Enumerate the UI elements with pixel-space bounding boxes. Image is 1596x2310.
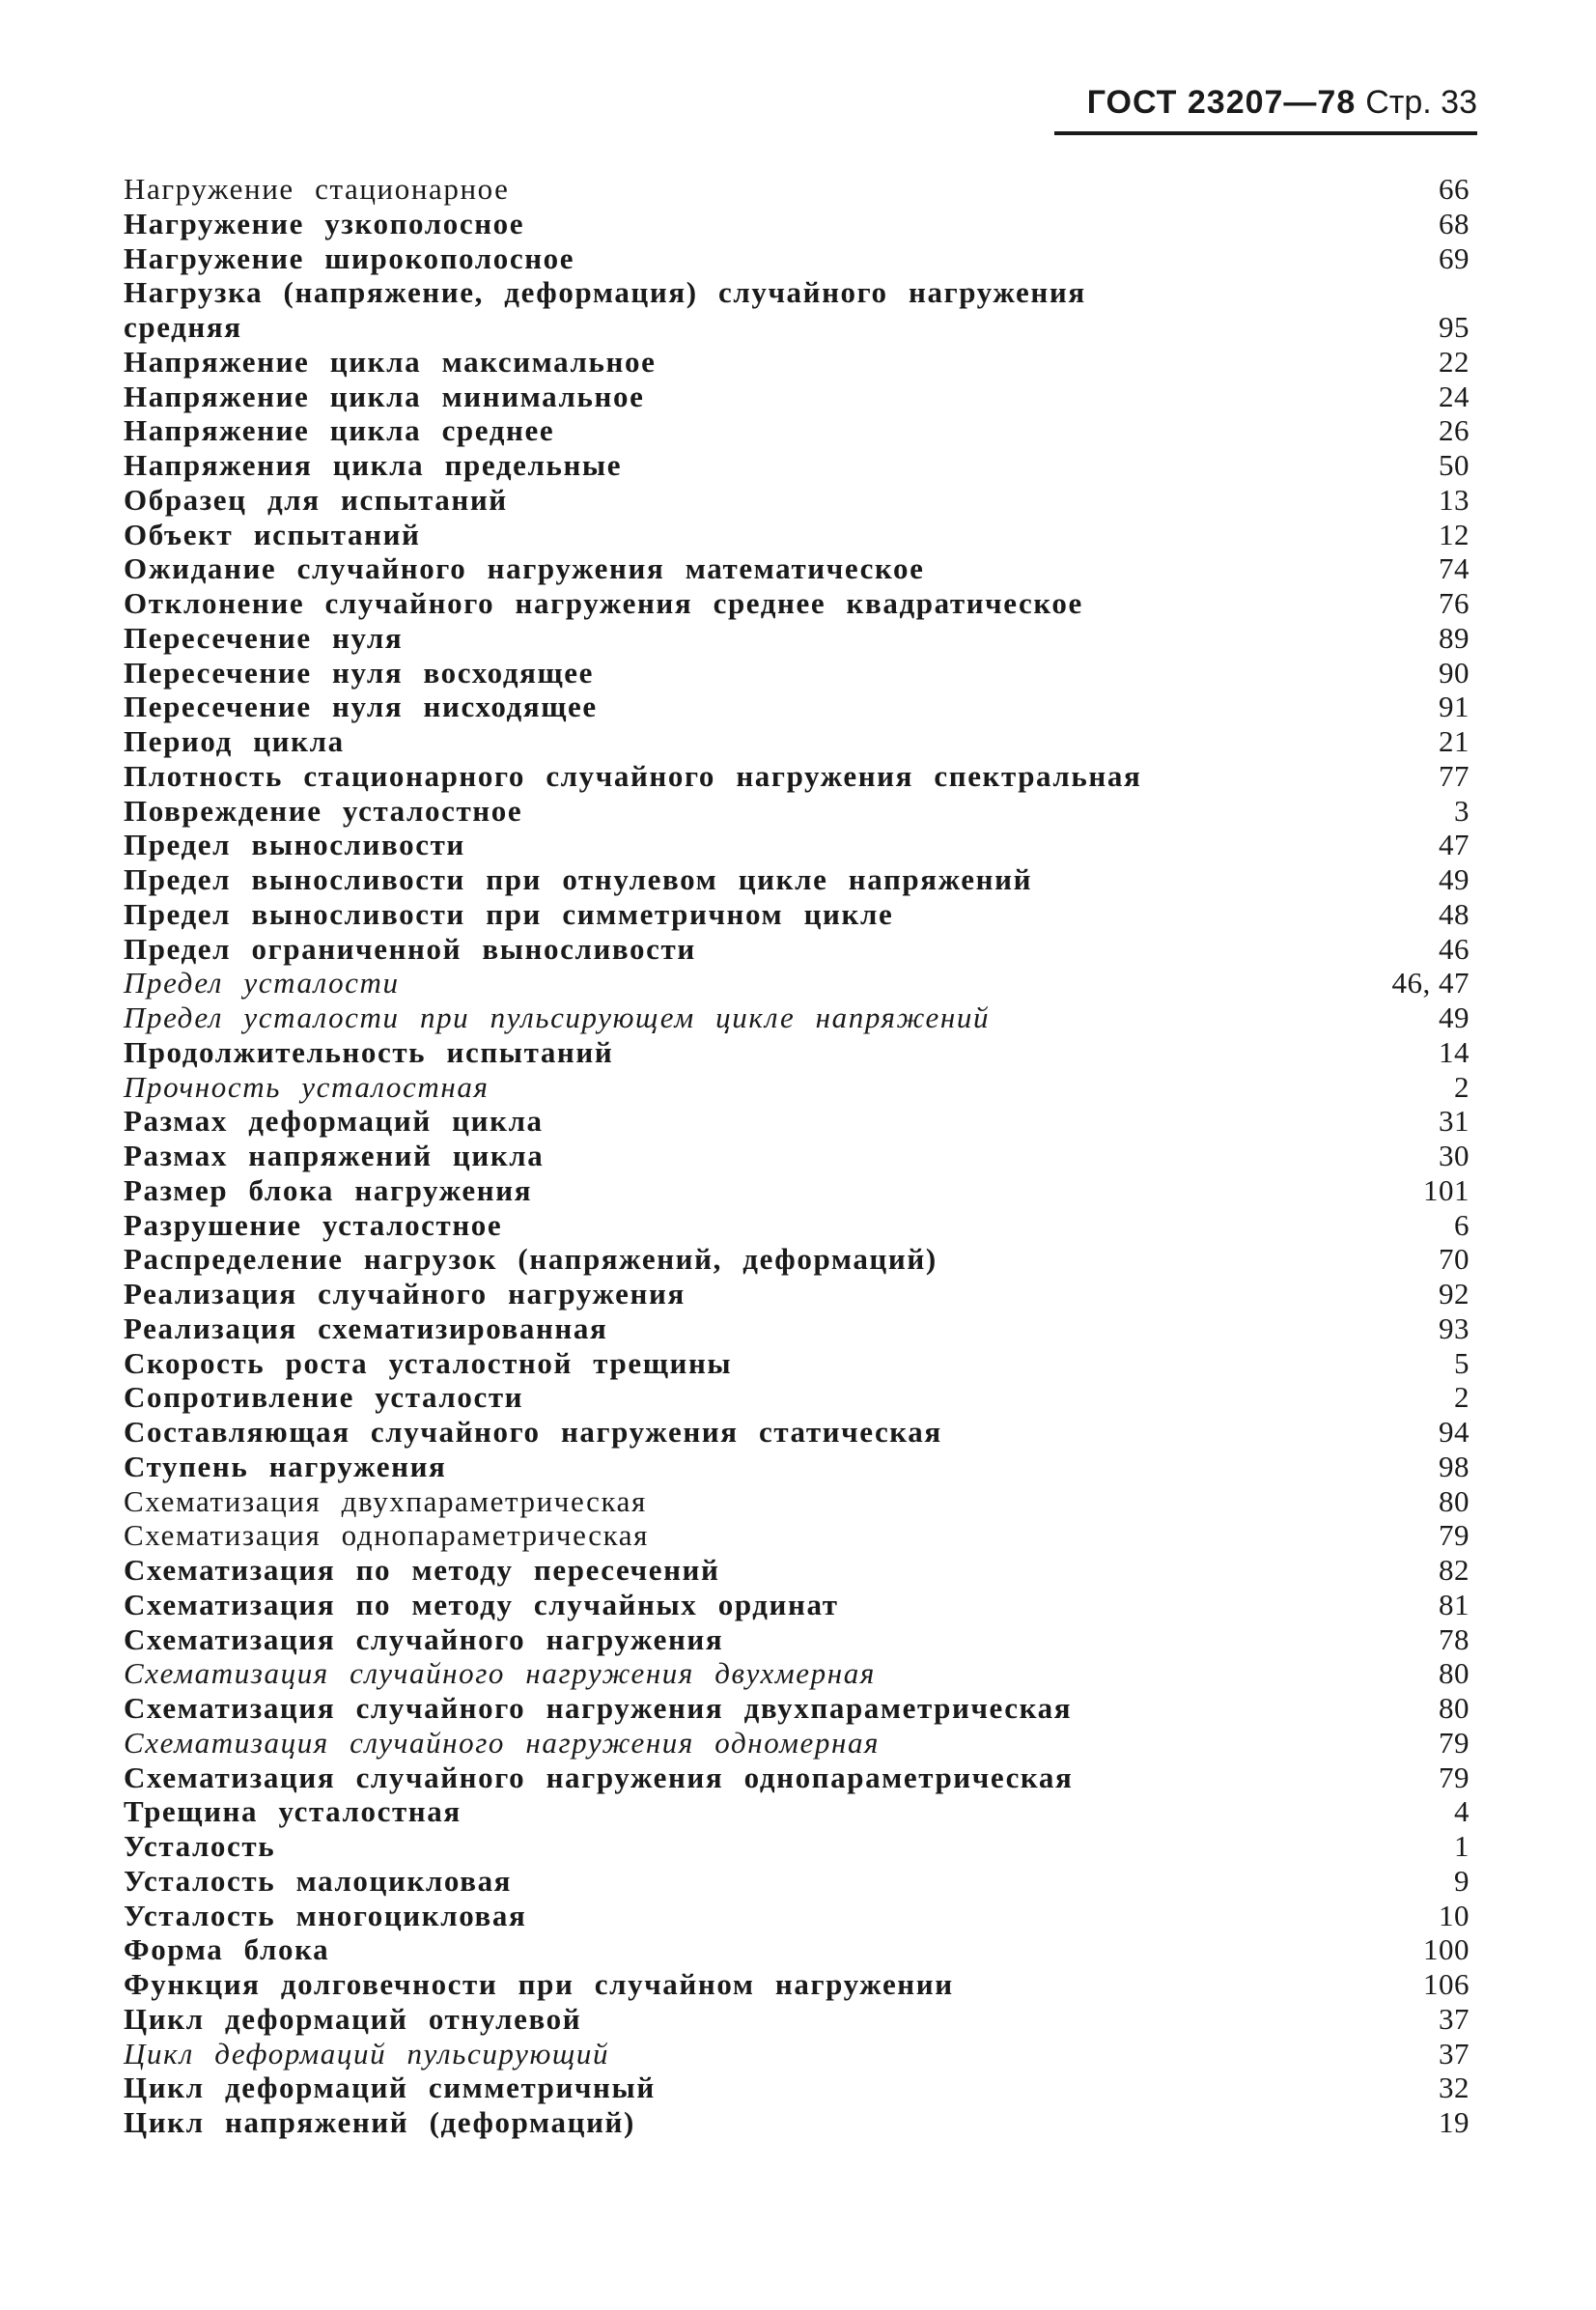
- entry-term: Распределение нагрузок (напряжений, деформаций): [124, 1242, 938, 1277]
- index-entry: [124, 759, 1470, 794]
- entry-term: Схематизация двухпараметрическая: [124, 1483, 647, 1518]
- index-entry: [124, 794, 1470, 829]
- entry-page-number: 70: [1439, 1242, 1470, 1277]
- index-entry: [124, 551, 1470, 586]
- entry-term: Ступень нагружения: [124, 1449, 447, 1483]
- entry-term: средняя: [124, 310, 242, 344]
- entry-page-number: 4: [1454, 1794, 1470, 1829]
- entry-page-number: 48: [1439, 896, 1470, 931]
- entry-page-number: 68: [1439, 206, 1470, 240]
- entry-term: Скорость роста усталостной трещины: [124, 1345, 733, 1380]
- index-entry: [124, 724, 1470, 759]
- entry-page-number: 76: [1439, 586, 1470, 620]
- entry-page-number: 26: [1439, 413, 1470, 448]
- index-entry: [124, 2071, 1470, 2105]
- entry-page-number: 80: [1439, 1691, 1470, 1725]
- index-entry: [124, 207, 1470, 241]
- index-entry: [124, 1242, 1470, 1277]
- entry-page-number: 69: [1439, 240, 1470, 275]
- entry-page-number: 79: [1439, 1760, 1470, 1794]
- entry-term: Предел выносливости при отнулевом цикле напряжений: [124, 862, 1033, 896]
- index-entry: [124, 1208, 1470, 1243]
- entry-page-number: 101: [1423, 1172, 1470, 1207]
- entry-term: Цикл деформаций симметричный: [124, 2071, 656, 2105]
- entry-page-number: 14: [1439, 1034, 1470, 1069]
- index-entry: [124, 483, 1470, 518]
- entry-page-number: 80: [1439, 1656, 1470, 1691]
- entry-page-number: 24: [1439, 379, 1470, 413]
- index-entry: [124, 518, 1470, 552]
- entry-page-number: 92: [1439, 1277, 1470, 1310]
- entry-term: Период цикла: [124, 724, 345, 758]
- entry-page-number: 21: [1439, 724, 1470, 758]
- entry-page-number: 13: [1439, 482, 1470, 517]
- entry-page-number: 80: [1439, 1483, 1470, 1518]
- entry-term: Схематизация случайного нагружения одномерная: [124, 1725, 881, 1760]
- index-entry: [124, 1588, 1470, 1622]
- entry-page-number: 66: [1439, 172, 1470, 206]
- entry-term: Нагрузка (напряжение, деформация) случайного нагружения: [124, 275, 1086, 310]
- entry-page-number: 31: [1439, 1104, 1470, 1139]
- index-entry: [124, 1311, 1470, 1346]
- index-entry: [124, 897, 1470, 932]
- index-entry: [124, 1794, 1470, 1829]
- index-entry: [124, 966, 1470, 1000]
- index-entry: [124, 862, 1470, 897]
- index-entry: [124, 413, 1470, 448]
- index-entry: [124, 448, 1470, 483]
- index-entry: [124, 586, 1470, 621]
- entry-term: Напряжение цикла среднее: [124, 413, 555, 448]
- entry-term: Реализация схематизированная: [124, 1310, 608, 1345]
- entry-page-number: 2: [1454, 1380, 1470, 1415]
- entry-page-number: 100: [1423, 1932, 1470, 1967]
- entry-page-number: 19: [1439, 2105, 1470, 2139]
- index-entry: [124, 2105, 1470, 2140]
- index-entry: [124, 1035, 1470, 1070]
- entry-term: Отклонение случайного нагружения среднее квадратическое: [124, 586, 1083, 620]
- entry-term: Схематизация по методу пересечений: [124, 1553, 720, 1587]
- index-entry: [124, 656, 1470, 690]
- page-header: [1052, 71, 1477, 133]
- entry-page-number: 9: [1454, 1863, 1470, 1898]
- entry-page-number: 12: [1439, 517, 1470, 551]
- entry-page-number: 6: [1454, 1207, 1470, 1242]
- entry-term: Напряжение цикла минимальное: [124, 379, 645, 413]
- index-entry: [124, 1450, 1470, 1484]
- entry-term: Плотность стационарного случайного нагружения спектральная: [124, 758, 1142, 793]
- entry-page-number: 5: [1454, 1345, 1470, 1380]
- entry-term: Схематизация случайного нагружения однопараметрическая: [124, 1760, 1074, 1794]
- index-entry: [124, 1518, 1470, 1553]
- index-entry: [124, 1104, 1470, 1139]
- entry-page-number: 81: [1439, 1587, 1470, 1621]
- entry-term: Размах напряжений цикла: [124, 1139, 545, 1172]
- entry-page-number: 79: [1439, 1518, 1470, 1553]
- index-entry: [124, 2037, 1470, 2071]
- index-entry: [124, 1932, 1470, 1967]
- entry-page-number: 91: [1439, 690, 1470, 724]
- entry-term: Схематизация случайного нагружения двухмерная: [124, 1656, 876, 1691]
- entry-page-number: 37: [1439, 2036, 1470, 2071]
- entry-term: Схематизация случайного нагружения: [124, 1621, 724, 1656]
- index-entry: [124, 1864, 1470, 1899]
- entry-page-number: 78: [1439, 1621, 1470, 1656]
- entry-term: Форма блока: [124, 1932, 330, 1967]
- entry-term: Пересечение нуля: [124, 620, 404, 655]
- entry-term: Трещина усталостная: [124, 1794, 462, 1829]
- entry-term: Пересечение нуля нисходящее: [124, 690, 598, 724]
- entry-term: Образец для испытаний: [124, 482, 508, 517]
- index-entry: [124, 828, 1470, 862]
- entry-page-number: 47: [1439, 828, 1470, 862]
- index-entry: [124, 1622, 1470, 1657]
- index-entry: [124, 241, 1470, 276]
- index-entry: [124, 1277, 1470, 1311]
- index-entry: [124, 275, 1470, 310]
- index-entry: [124, 1070, 1470, 1105]
- entry-term: Схематизация случайного нагружения двухпараметрическая: [124, 1691, 1073, 1725]
- index-entry: [124, 380, 1470, 414]
- entry-page-number: 90: [1439, 655, 1470, 690]
- entry-term: Сопротивление усталости: [124, 1380, 524, 1415]
- index-entry: [124, 690, 1470, 724]
- index-entry: [124, 1726, 1470, 1761]
- entry-page-number: 2: [1454, 1069, 1470, 1104]
- entry-page-number: 93: [1439, 1310, 1470, 1345]
- entry-page-number: 10: [1439, 1898, 1470, 1932]
- entry-term: Схематизация однопараметрическая: [124, 1518, 650, 1553]
- entry-page-number: 77: [1439, 758, 1470, 793]
- entry-term: Напряжения цикла предельные: [124, 448, 623, 482]
- entry-term: Нагружение узкополосное: [124, 206, 525, 240]
- index-entries: [124, 172, 1470, 2140]
- entry-page-number: 49: [1439, 862, 1470, 896]
- entry-term: Усталость многоцикловая: [124, 1898, 527, 1932]
- index-entry: [124, 1553, 1470, 1588]
- entry-page-number: 32: [1439, 2071, 1470, 2105]
- entry-page-number: 49: [1439, 1000, 1470, 1034]
- entry-term: Напряжение цикла максимальное: [124, 344, 657, 379]
- entry-term: Схематизация по методу случайных ординат: [124, 1587, 839, 1621]
- entry-page-number: 46: [1439, 931, 1470, 966]
- standard-number: ГОСТ 23207—78: [1086, 84, 1357, 121]
- entry-page-number: 22: [1439, 344, 1470, 379]
- entry-term: Цикл деформаций пульсирующий: [124, 2036, 610, 2071]
- entry-page-number: 37: [1439, 2001, 1470, 2036]
- index-entry: [124, 345, 1470, 380]
- entry-page-number: 30: [1439, 1139, 1470, 1172]
- entry-term: Нагружение стационарное: [124, 172, 510, 206]
- entry-page-number: 98: [1439, 1449, 1470, 1483]
- entry-page-number: 3: [1454, 793, 1470, 828]
- entry-term: Объект испытаний: [124, 517, 421, 551]
- entry-term: Пересечение нуля восходящее: [124, 655, 595, 690]
- index-entry: [124, 1173, 1470, 1208]
- entry-page-number: 46, 47: [1391, 966, 1470, 1000]
- index-entry: [124, 1899, 1470, 1933]
- entry-term: Усталость малоцикловая: [124, 1863, 513, 1898]
- page-number-label: Стр. 33: [1365, 84, 1477, 121]
- index-entry: [124, 621, 1470, 656]
- entry-page-number: 1: [1454, 1829, 1470, 1863]
- entry-term: Реализация случайного нагружения: [124, 1277, 686, 1310]
- header-rule: [1054, 131, 1477, 135]
- entry-term: Функция долговечности при случайном нагружении: [124, 1967, 954, 2001]
- entry-page-number: 95: [1439, 310, 1470, 344]
- index-entry: [124, 1139, 1470, 1173]
- entry-term: Предел усталости: [124, 966, 400, 1000]
- entry-page-number: 79: [1439, 1725, 1470, 1760]
- index-entry: [124, 172, 1470, 207]
- index-entry: [124, 1691, 1470, 1726]
- entry-term: Ожидание случайного нагружения математическое: [124, 551, 925, 586]
- index-entry: [124, 1415, 1470, 1450]
- entry-term: Прочность усталостная: [124, 1069, 490, 1104]
- entry-term: Предел усталости при пульсирующем цикле напряжений: [124, 1000, 991, 1034]
- entry-term: Размер блока нагружения: [124, 1172, 533, 1207]
- entry-page-number: 89: [1439, 620, 1470, 655]
- entry-page-number: 94: [1439, 1415, 1470, 1449]
- index-entry: [124, 1656, 1470, 1691]
- entry-term: Повреждение усталостное: [124, 793, 523, 828]
- entry-term: Предел выносливости: [124, 828, 465, 862]
- index-entry: [124, 1484, 1470, 1519]
- index-entry: [124, 932, 1470, 967]
- entry-term: Размах деформаций цикла: [124, 1104, 544, 1139]
- entry-term: Усталость: [124, 1829, 276, 1863]
- entry-term: Продолжительность испытаний: [124, 1034, 614, 1069]
- entry-term: Составляющая случайного нагружения статическая: [124, 1415, 942, 1449]
- entry-term: Предел ограниченной выносливости: [124, 931, 696, 966]
- index-entry: [124, 1967, 1470, 2002]
- entry-term: Цикл деформаций отнулевой: [124, 2001, 582, 2036]
- entry-term: Нагружение широкополосное: [124, 240, 575, 275]
- index-entry: [124, 1380, 1470, 1415]
- index-entry: [124, 1761, 1470, 1795]
- entry-term: Предел выносливости при симметричном цикле: [124, 896, 894, 931]
- entry-page-number: 106: [1423, 1967, 1470, 2001]
- entry-page-number: 82: [1439, 1553, 1470, 1587]
- index-entry: [124, 2002, 1470, 2037]
- index-entry: [124, 1000, 1470, 1035]
- entry-page-number: 50: [1439, 448, 1470, 482]
- index-entry: [124, 1346, 1470, 1381]
- index-entry: [124, 1829, 1470, 1864]
- entry-term: Разрушение усталостное: [124, 1207, 503, 1242]
- index-entry: [124, 310, 1470, 345]
- entry-term: Цикл напряжений (деформаций): [124, 2105, 635, 2139]
- entry-page-number: 74: [1439, 551, 1470, 586]
